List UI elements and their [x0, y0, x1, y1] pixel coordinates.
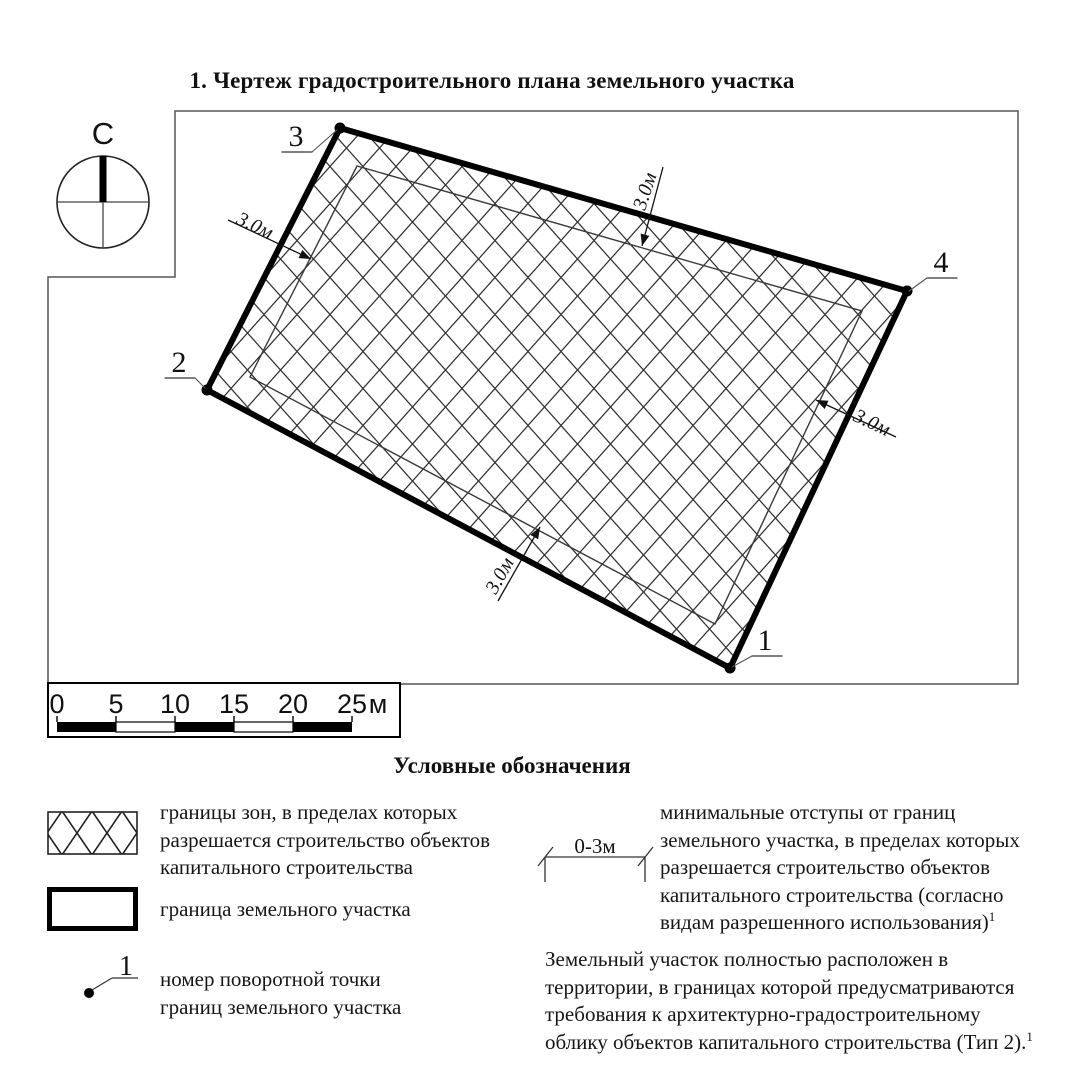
scale-tick-25: 25 — [336, 689, 368, 719]
scale-segments — [57, 722, 352, 732]
north-label: С — [91, 116, 115, 151]
point-label-4: 4 — [933, 246, 949, 279]
scale-tick-0: 0 — [49, 689, 65, 719]
land-plot — [202, 123, 913, 674]
point-label-2: 2 — [171, 346, 187, 379]
boundary-swatch — [47, 887, 138, 931]
footnote-marker: 1 — [1026, 1028, 1033, 1044]
scale-unit: м — [368, 689, 388, 719]
legend-boundary-text: граница земельного участка — [160, 897, 411, 921]
dimension-label-right: 3.0м — [850, 404, 894, 441]
turning-point-1-dot — [725, 663, 736, 674]
turning-point-4-dot — [902, 286, 913, 297]
compass-rose-icon — [57, 116, 149, 248]
page-title: 1. Чертеж градостроительного плана земельного участка — [189, 68, 795, 93]
scale-tick-15: 15 — [218, 689, 250, 719]
legend-title: Условные обозначения — [393, 753, 631, 778]
legend-zones-text: границы зон, в пределах которых разрешается строительство объектов капитального строительства — [160, 800, 491, 879]
point-label-3: 3 — [288, 120, 304, 153]
turning-point-symbol-number: 1 — [119, 951, 133, 982]
dimension-label-bottom: 3.0м — [481, 553, 519, 598]
crosshatch-swatch — [47, 811, 138, 855]
buildable-zone-hatch — [207, 128, 907, 668]
legend-setback-text: минимальные отступы от границ земельного участка, в пределах которых разрешается строительство объектов капитального строительства (согласно видам разрешенного использования)$^1$ — [660, 800, 1020, 934]
scale-tick-20: 20 — [277, 689, 309, 719]
setback-symbol-label: 0-3м — [574, 834, 616, 858]
legend-turning-point-text: номер поворотной точки границ земельного участка — [160, 967, 402, 1019]
footnote-marker: 1 — [988, 909, 996, 924]
dimension-label-left: 3.0м — [233, 207, 277, 244]
point-label-1: 1 — [757, 624, 773, 657]
scale-tick-10: 10 — [159, 689, 191, 719]
turning-point-symbol — [70, 945, 160, 1010]
turning-point-3-dot — [335, 123, 346, 134]
dimension-label-top: 3.0м — [628, 169, 662, 213]
scale-bar — [48, 683, 400, 737]
scale-tick-5: 5 — [108, 689, 124, 719]
setback-dimension-symbol — [530, 830, 665, 890]
legend-note-text: Земельный участок полностью расположен в территории, в границах которой предусматриваются требования к архитектурно-градостроительному облику объектов капитального строительства (Тип 2).$^1$ — [545, 947, 1033, 1054]
